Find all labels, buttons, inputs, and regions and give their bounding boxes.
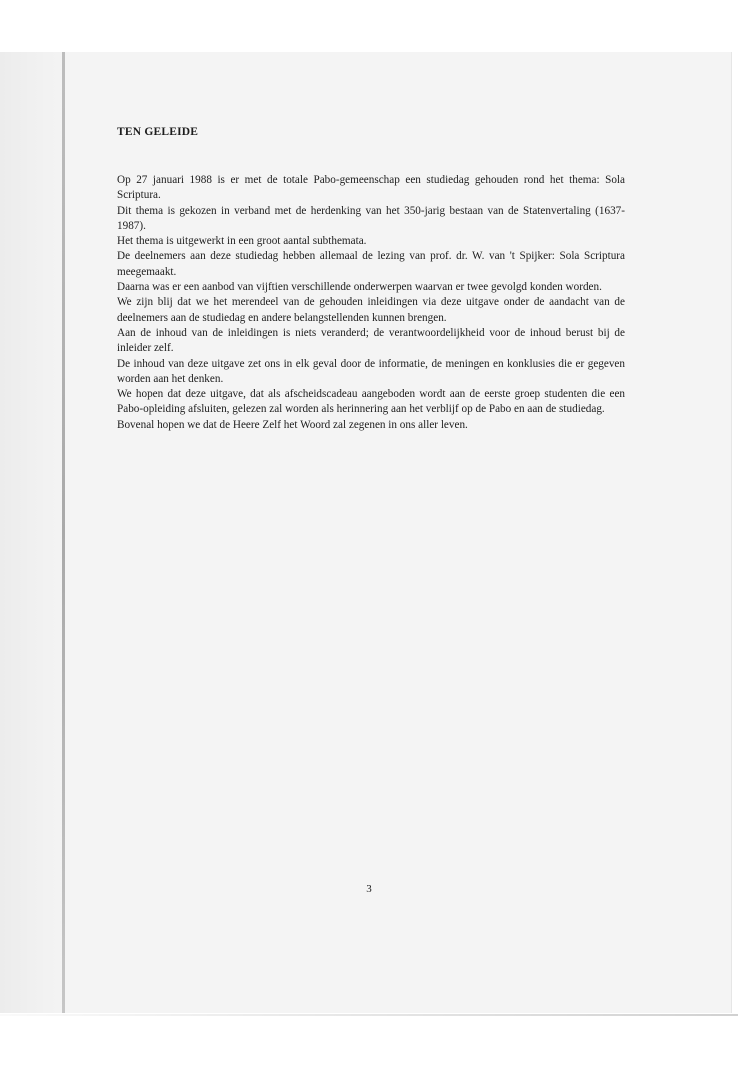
body-text	[117, 173, 625, 433]
binding-shadow	[0, 52, 66, 1013]
paragraph-intro: Op 27 januari 1988 is er met de totale Pabo-gemeenschap een studiedag gehouden rond het thema: Sola Scriptura.	[117, 174, 625, 202]
paragraph-farewell: We hopen dat deze uitgave, dat als afscheidscadeau aangeboden wordt aan de eerste groep studenten die een Pabo-opleiding afsluiten, gelezen zal worden als herinnering aan het verblijf op de Pabo en aan de studiedag.	[117, 388, 625, 416]
binding-edge	[62, 52, 65, 1013]
paragraph-responsibility: Aan de inhoud van de inleidingen is niets veranderd; de verantwoordelijkheid voor de inhoud berust bij de inleider zelf.	[117, 326, 625, 355]
page-number: 3	[366, 883, 372, 895]
paragraph-blessing: Bovenal hopen we dat de Heere Zelf het Woord zal zegenen in ons aller leven.	[117, 418, 468, 431]
paragraph-reflection: De inhoud van deze uitgave zet ons in elk geval door de informatie, de meningen en konklusies die er gegeven worden aan het denken.	[117, 357, 625, 385]
paragraph-theme-choice: Dit thema is gekozen in verband met de herdenking van het 350-jarig bestaan van de Statenvertaling (1637-1987).	[117, 204, 625, 232]
page-content	[117, 124, 625, 433]
paragraph-lecture: De deelnemers aan deze studiedag hebben allemaal de lezing van prof. dr. W. van 't Spijker: Sola Scriptura meegemaakt.	[117, 250, 625, 278]
paragraph-topics: Daarna was er een aanbod van vijftien verschillende onderwerpen waarvan er twee gevolgd konden worden.	[117, 281, 602, 294]
paragraph-subthemes: Het thema is uitgewerkt in een groot aantal subthemata.	[117, 235, 367, 248]
paragraph-publication: We zijn blij dat we het merendeel van de gehouden inleidingen via deze uitgave onder de aandacht van de deelnemers aan de studiedag en andere belangstellenden kunnen brengen.	[117, 296, 625, 324]
page-heading: TEN GELEIDE	[117, 126, 199, 138]
